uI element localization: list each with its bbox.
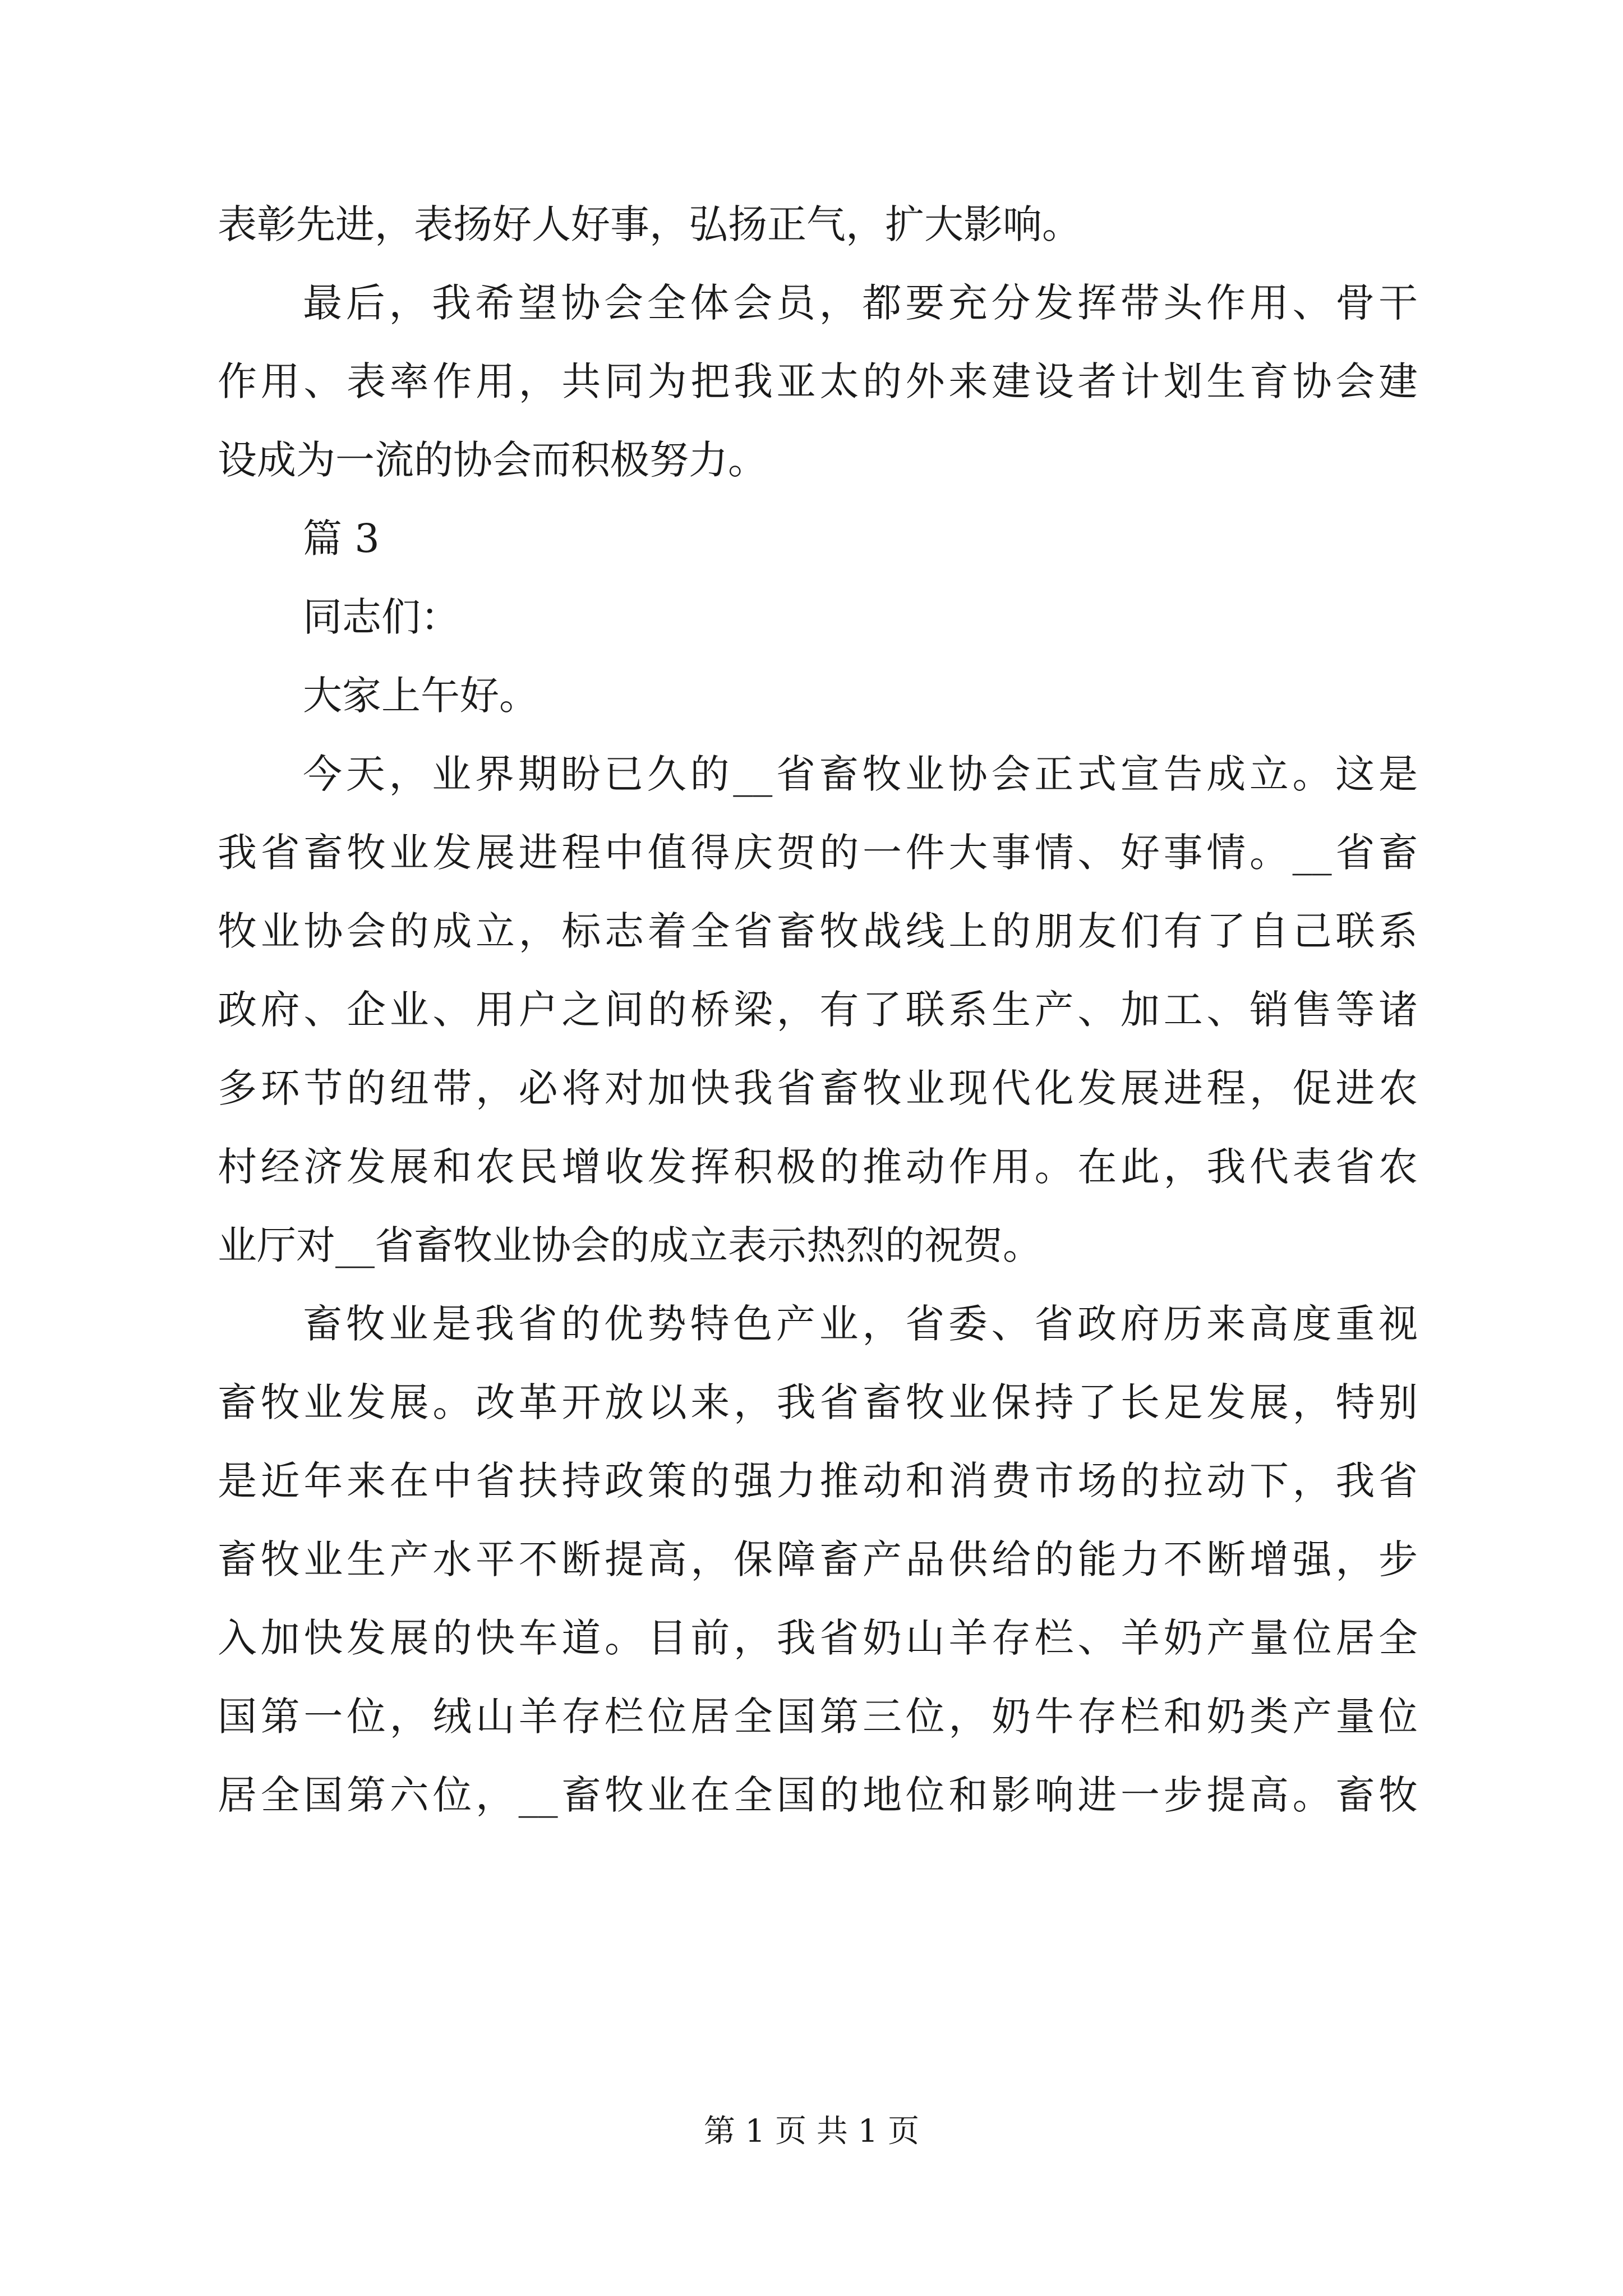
text-line: 业厅对__省畜牧业协会的成立表示热烈的祝贺。	[218, 1222, 1042, 1268]
text-line: 是近年来在中省扶持政策的强力推动和消费市场的拉动下，我省	[218, 1458, 1418, 1504]
text-line: 畜牧业生产水平不断提高，保障畜产品供给的能力不断增强，步	[218, 1536, 1418, 1582]
text-line: 牧业协会的成立，标志着全省畜牧战线上的朋友们有了自己联系	[218, 908, 1418, 954]
section-heading: 篇 3	[303, 516, 380, 562]
page-footer: 第 1 页 共 1 页	[703, 2113, 920, 2150]
text-line: 设成为一流的协会而积极努力。	[218, 437, 767, 483]
salutation: 同志们：	[303, 594, 460, 640]
text-line: 国第一位，绒山羊存栏位居全国第三位，奶牛存栏和奶类产量位	[218, 1694, 1418, 1740]
text-line: 政府、企业、用户之间的桥梁，有了联系生产、加工、销售等诸	[218, 987, 1418, 1033]
paragraph-start-line: 最后，我希望协会全体会员，都要充分发挥带头作用、骨干	[303, 280, 1418, 326]
greeting: 大家上午好。	[303, 673, 538, 719]
text-line: 居全国第六位，__畜牧业在全国的地位和影响进一步提高。畜牧	[218, 1772, 1418, 1818]
text-line: 畜牧业发展。改革开放以来，我省畜牧业保持了长足发展，特别	[218, 1379, 1418, 1425]
text-line: 多环节的纽带，必将对加快我省畜牧业现代化发展进程，促进农	[218, 1065, 1418, 1111]
text-line: 入加快发展的快车道。目前，我省奶山羊存栏、羊奶产量位居全	[218, 1615, 1418, 1661]
paragraph-start-line: 畜牧业是我省的优势特色产业，省委、省政府历来高度重视	[303, 1301, 1418, 1347]
text-line: 我省畜牧业发展进程中值得庆贺的一件大事情、好事情。__省畜	[218, 830, 1418, 876]
text-line: 村经济发展和农民增收发挥积极的推动作用。在此，我代表省农	[218, 1144, 1418, 1190]
text-line: 作用、表率作用，共同为把我亚太的外来建设者计划生育协会建	[218, 358, 1418, 404]
paragraph-start-line: 今天，业界期盼已久的__省畜牧业协会正式宣告成立。这是	[303, 751, 1418, 797]
text-line: 表彰先进，表扬好人好事，弘扬正气，扩大影响。	[218, 201, 1081, 247]
